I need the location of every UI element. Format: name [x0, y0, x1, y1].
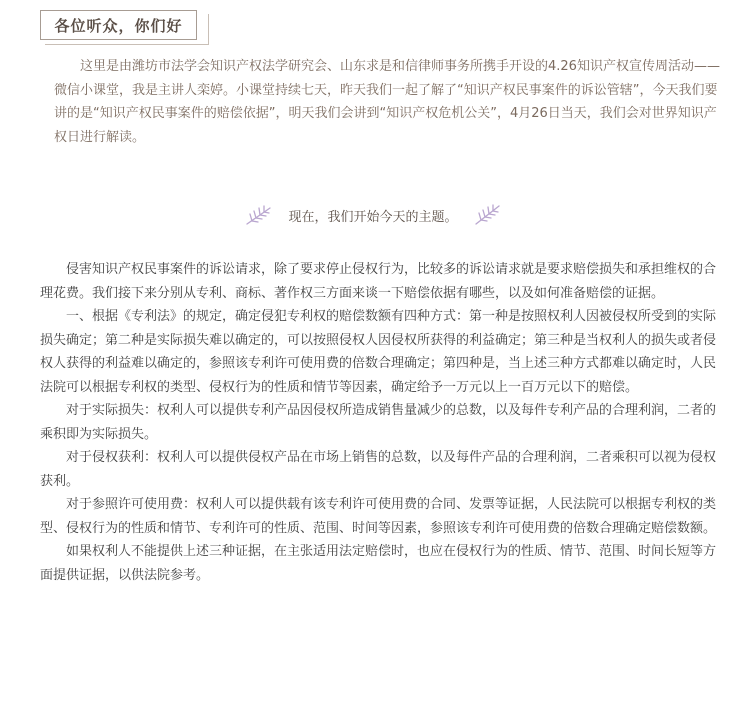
paragraph-actual-loss: 对于实际损失：权利人可以提供专利产品因侵权所造成销售量减少的总数，以及每件专利产品的合理利润，二者的乘积即为实际损失。 [40, 403, 717, 442]
divider-text: 现在，我们开始今天的主题。 [288, 209, 458, 225]
paragraph-license-fee: 对于参照许可使用费：权利人可以提供载有该专利许可使用费的合同、发票等证据，人民法院可以根据专利权的类型、侵权行为的性质和情节、专利许可的性质、范围、时间等因素，参照该专利许可使用费的倍数合理确定赔偿数额。 [40, 497, 717, 536]
paragraph-infringement-profit: 对于侵权获利：权利人可以提供侵权产品在市场上销售的总数，以及每件产品的合理利润，二者乘积可以视为侵权获利。 [40, 450, 717, 489]
paragraph-patent-law: 一、根据《专利法》的规定，确定侵犯专利权的赔偿数额有四种方式：第一种是按照权利人因被侵权所受到的实际损失确定；第二种是实际损失难以确定的，可以按照侵权人因侵权所获得的利益确定；第三种是当权利人的损失或者侵权人获得的利益难以确定的，参照该专利许可使用费的倍数合理确定；第四种是，当上述三种方式都难以确定时，人民法院可以根据专利权的类型、侵权行为的性质和情节等因素，确定给予一万元以上一百万元以下的赔偿。 [40, 309, 717, 395]
paragraph-claims: 侵害知识产权民事案件的诉讼请求，除了要求停止侵权行为，比较多的诉讼请求就是要求赔偿损失和承担维权的合理花费。我们接下来分别从专利、商标、著作权三方面来谈一下赔偿依据有哪些，以及如何准备赔偿的证据。 [40, 262, 717, 301]
intro-paragraph: 这里是由潍坊市法学会知识产权法学研究会、山东求是和信律师事务所携手开设的4.26知识产权宣传周活动——微信小课堂，我是主讲人栾婷。小课堂持续七天，昨天我们一起了解了“知识产权民事案件的诉讼管辖”，今天我们要讲的是“知识产权民事案件的赔偿依据”，明天我们会讲到“知识产权危机公关”，4月26日当天，我们会对世界知识产权日进行解读。 [54, 59, 720, 145]
paragraph-statutory-damages: 如果权利人不能提供上述三种证据，在主张适用法定赔偿时，也应在侵权行为的性质、情节、范围、时间长短等方面提供证据，以供法院参考。 [40, 544, 717, 583]
greeting-box [40, 10, 208, 44]
section-divider [0, 199, 746, 231]
lavender-leaf-icon [244, 202, 274, 228]
lavender-leaf-icon [472, 202, 502, 228]
greeting-title: 各位听众，你们好 [40, 10, 197, 40]
article-body [40, 258, 716, 587]
